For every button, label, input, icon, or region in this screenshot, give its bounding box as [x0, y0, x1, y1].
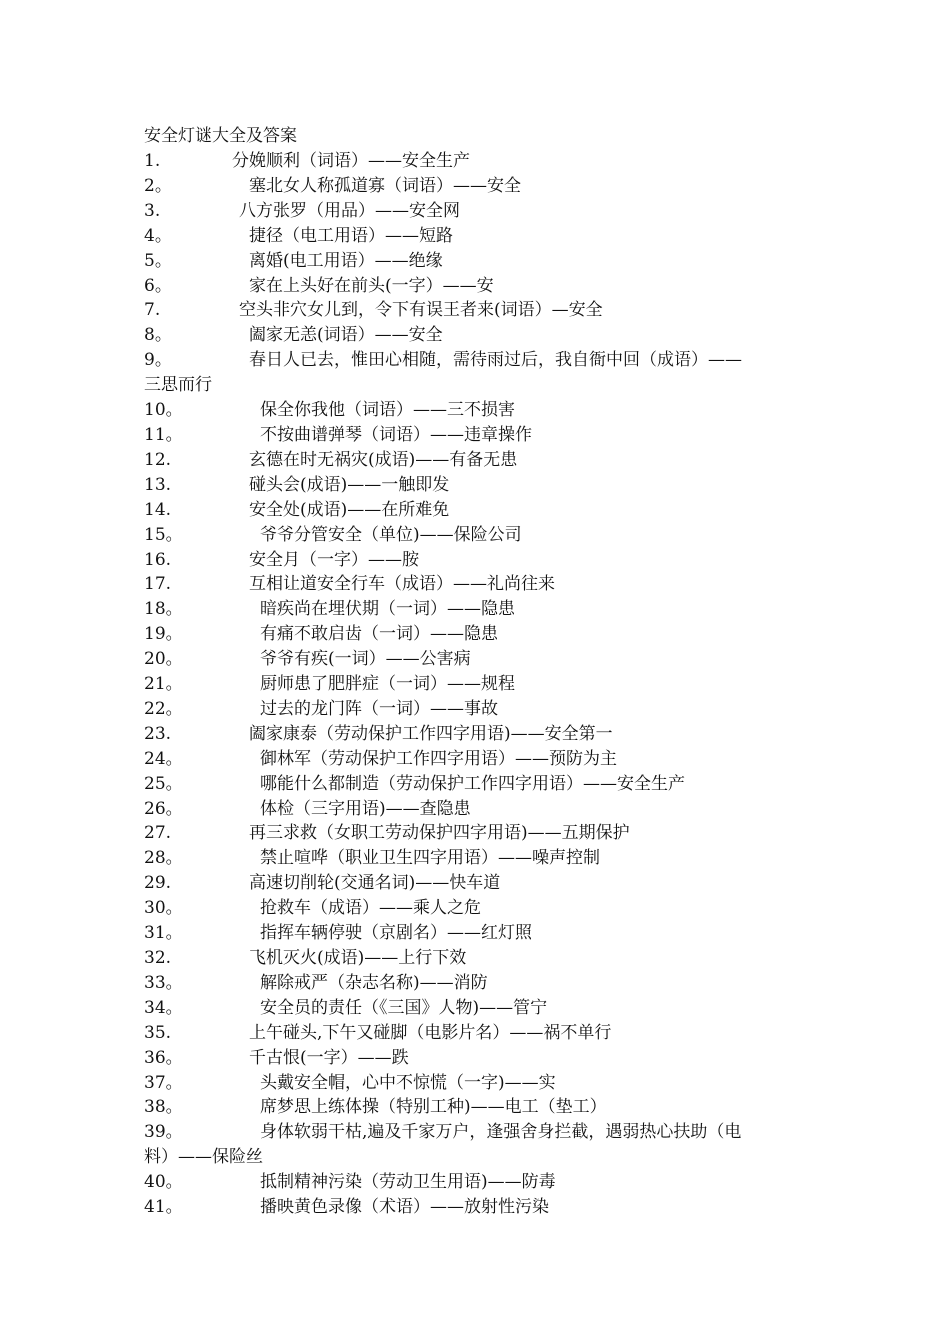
riddle-number: 31。 — [144, 923, 183, 944]
riddle-text: 离婚(电工用语）——绝缘 — [249, 250, 443, 271]
riddle-number: 26。 — [144, 798, 183, 819]
riddle-entry — [144, 224, 824, 249]
riddle-number: 5。 — [144, 250, 172, 271]
riddle-number: 34。 — [144, 997, 183, 1018]
riddle-text-continuation: 三思而行 — [144, 375, 212, 396]
riddle-number: 15。 — [144, 524, 183, 545]
riddle-entry — [144, 946, 824, 971]
riddle-number: 27. — [144, 823, 172, 844]
riddle-number: 41。 — [144, 1197, 183, 1218]
riddle-number: 6。 — [144, 275, 172, 296]
riddle-entry — [144, 1170, 824, 1195]
riddle-text: 禁止喧哗（职业卫生四字用语）——噪声控制 — [260, 848, 600, 869]
riddle-text: 哪能什么都制造（劳动保护工作四字用语）——安全生产 — [260, 773, 685, 794]
riddle-number: 11。 — [144, 424, 183, 445]
riddle-number: 2。 — [144, 175, 172, 196]
riddle-text: 飞机灭火(成语)——上行下效 — [249, 948, 467, 968]
riddle-text: 身体软弱干枯,遍及千家万户，逢强舍身拦截，遇弱热心扶助（电 — [260, 1122, 742, 1143]
riddle-entry — [144, 722, 824, 747]
riddle-text: 分娩顺利（词语）——安全生产 — [232, 151, 470, 171]
riddle-entry — [144, 846, 824, 871]
riddle-number: 24。 — [144, 748, 183, 769]
riddle-number: 7. — [144, 300, 161, 321]
riddle-number: 22。 — [144, 698, 183, 719]
riddle-entry — [144, 1095, 824, 1120]
riddle-text: 高速切削轮(交通名词)——快车道 — [249, 873, 501, 894]
riddle-number: 32. — [144, 948, 172, 968]
riddle-number: 30。 — [144, 898, 183, 919]
riddle-text: 有痛不敢启齿（一词）——隐患 — [260, 624, 498, 645]
riddle-entry — [144, 249, 824, 274]
riddle-entry — [144, 348, 824, 398]
riddle-entry — [144, 199, 824, 224]
riddle-text: 互相让道安全行车（成语）——礼尚往来 — [249, 574, 555, 595]
riddle-entry — [144, 1195, 824, 1220]
riddle-number: 28。 — [144, 848, 183, 869]
riddle-text: 八方张罗（用品）——安全网 — [239, 200, 460, 221]
riddle-entry — [144, 548, 824, 573]
riddle-entry — [144, 1021, 824, 1046]
riddle-text: 再三求救（女职工劳动保护四字用语)——五期保护 — [249, 823, 630, 844]
riddle-entry — [144, 797, 824, 822]
riddle-text: 抵制精神污染（劳动卫生用语)——防毒 — [260, 1172, 556, 1193]
riddle-entry — [144, 871, 824, 896]
riddle-text: 安全处(成语)——在所难免 — [249, 499, 450, 520]
riddle-entry — [144, 697, 824, 722]
riddle-number: 25。 — [144, 773, 183, 794]
riddle-number: 37。 — [144, 1072, 183, 1093]
riddle-text: 空头非穴女儿到，令下有误王者来(词语）—安全 — [239, 300, 603, 321]
riddle-entry — [144, 448, 824, 473]
riddle-list — [144, 149, 824, 1220]
riddle-entry — [144, 473, 824, 498]
riddle-entry — [144, 398, 824, 423]
riddle-entry — [144, 149, 824, 174]
riddle-number: 8。 — [144, 325, 172, 346]
riddle-text: 家在上头好在前头(一字）——安 — [249, 275, 494, 296]
riddle-number: 35. — [144, 1022, 172, 1043]
riddle-text: 抢救车（成语）——乘人之危 — [260, 898, 481, 919]
riddle-number: 39。 — [144, 1122, 183, 1143]
riddle-entry — [144, 647, 824, 672]
riddle-number: 14. — [144, 499, 172, 520]
riddle-entry — [144, 298, 824, 323]
riddle-text: 阖家康泰（劳动保护工作四字用语)——安全第一 — [249, 723, 613, 744]
riddle-number: 20。 — [144, 649, 183, 670]
riddle-entry — [144, 921, 824, 946]
riddle-entry — [144, 572, 824, 597]
riddle-number: 10。 — [144, 400, 183, 421]
riddle-entry — [144, 597, 824, 622]
riddle-entry — [144, 498, 824, 523]
riddle-number: 18。 — [144, 599, 183, 620]
riddle-entry — [144, 971, 824, 996]
riddle-entry — [144, 1046, 824, 1071]
riddle-number: 9。 — [144, 350, 172, 371]
riddle-text: 播映黄色录像（术语）——放射性污染 — [260, 1197, 549, 1218]
riddle-text: 体检（三字用语)——查隐患 — [260, 798, 471, 819]
riddle-text: 解除戒严（杂志名称)——消防 — [260, 972, 488, 993]
riddle-number: 29. — [144, 873, 172, 894]
riddle-entry — [144, 523, 824, 548]
riddle-text: 上午碰头,下午又碰脚（电影片名）——祸不单行 — [249, 1022, 612, 1043]
riddle-text: 阖家无恙(词语）——安全 — [249, 325, 443, 346]
riddle-text: 保全你我他（词语）——三不损害 — [260, 400, 515, 421]
riddle-entry — [144, 772, 824, 797]
riddle-entry — [144, 174, 824, 199]
riddle-entry — [144, 274, 824, 299]
riddle-number: 40。 — [144, 1172, 183, 1193]
riddle-number: 16. — [144, 549, 172, 570]
riddle-text: 暗疾尚在埋伏期（一词）——隐患 — [260, 599, 515, 620]
riddle-text: 捷径（电工用语）——短路 — [249, 225, 453, 246]
riddle-text: 指挥车辆停驶（京剧名）——红灯照 — [260, 923, 532, 944]
riddle-number: 13. — [144, 474, 172, 495]
riddle-text: 碰头会(成语)——一触即发 — [249, 474, 450, 495]
riddle-number: 33。 — [144, 972, 183, 993]
riddle-entry — [144, 996, 824, 1021]
riddle-number: 4。 — [144, 225, 172, 246]
riddle-entry — [144, 672, 824, 697]
riddle-text: 不按曲谱弹琴（词语）——违章操作 — [260, 424, 532, 445]
riddle-text: 春日人已去，惟田心相随，需待雨过后，我自衙中回（成语）—— — [249, 350, 742, 371]
riddle-text: 爷爷分管安全（单位)——保险公司 — [260, 524, 522, 545]
riddle-number: 21。 — [144, 674, 183, 695]
riddle-entry — [144, 821, 824, 846]
riddle-text: 塞北女人称孤道寡（词语）——安全 — [249, 175, 521, 196]
riddle-entry — [144, 747, 824, 772]
document-title: 安全灯谜大全及答案 — [144, 126, 297, 146]
riddle-entry — [144, 1071, 824, 1096]
riddle-number: 17. — [144, 574, 172, 595]
riddle-entry — [144, 1120, 824, 1170]
riddle-text-continuation: 料）——保险丝 — [144, 1147, 263, 1168]
riddle-text: 厨师患了肥胖症（一词）——规程 — [260, 674, 515, 695]
riddle-text: 席梦思上练体操（特别工种)——电工（垫工） — [260, 1097, 607, 1118]
riddle-text: 玄德在时无祸灾(成语)——有备无患 — [249, 449, 518, 470]
riddle-entry — [144, 423, 824, 448]
riddle-text: 御林军（劳动保护工作四字用语）——预防为主 — [260, 748, 617, 769]
riddle-number: 3. — [144, 200, 161, 221]
riddle-number: 19。 — [144, 624, 183, 645]
riddle-text: 安全月（一字）——胺 — [249, 549, 419, 570]
riddle-text: 过去的龙门阵（一词）——事故 — [260, 698, 498, 719]
riddle-number: 38。 — [144, 1097, 183, 1118]
riddle-entry — [144, 896, 824, 921]
riddle-number: 1. — [144, 151, 161, 171]
riddle-number: 36。 — [144, 1047, 183, 1068]
riddle-entry — [144, 323, 824, 348]
riddle-text: 头戴安全帽，心中不惊慌（一字)——实 — [260, 1072, 556, 1093]
riddle-text: 千古恨(一字）——跌 — [249, 1047, 409, 1068]
riddle-number: 12. — [144, 449, 172, 470]
riddle-text: 爷爷有疾(一词）——公害病 — [260, 649, 471, 670]
riddle-text: 安全员的责任（《三国》人物)——管宁 — [260, 997, 548, 1018]
riddle-number: 23. — [144, 723, 172, 744]
riddle-entry — [144, 622, 824, 647]
